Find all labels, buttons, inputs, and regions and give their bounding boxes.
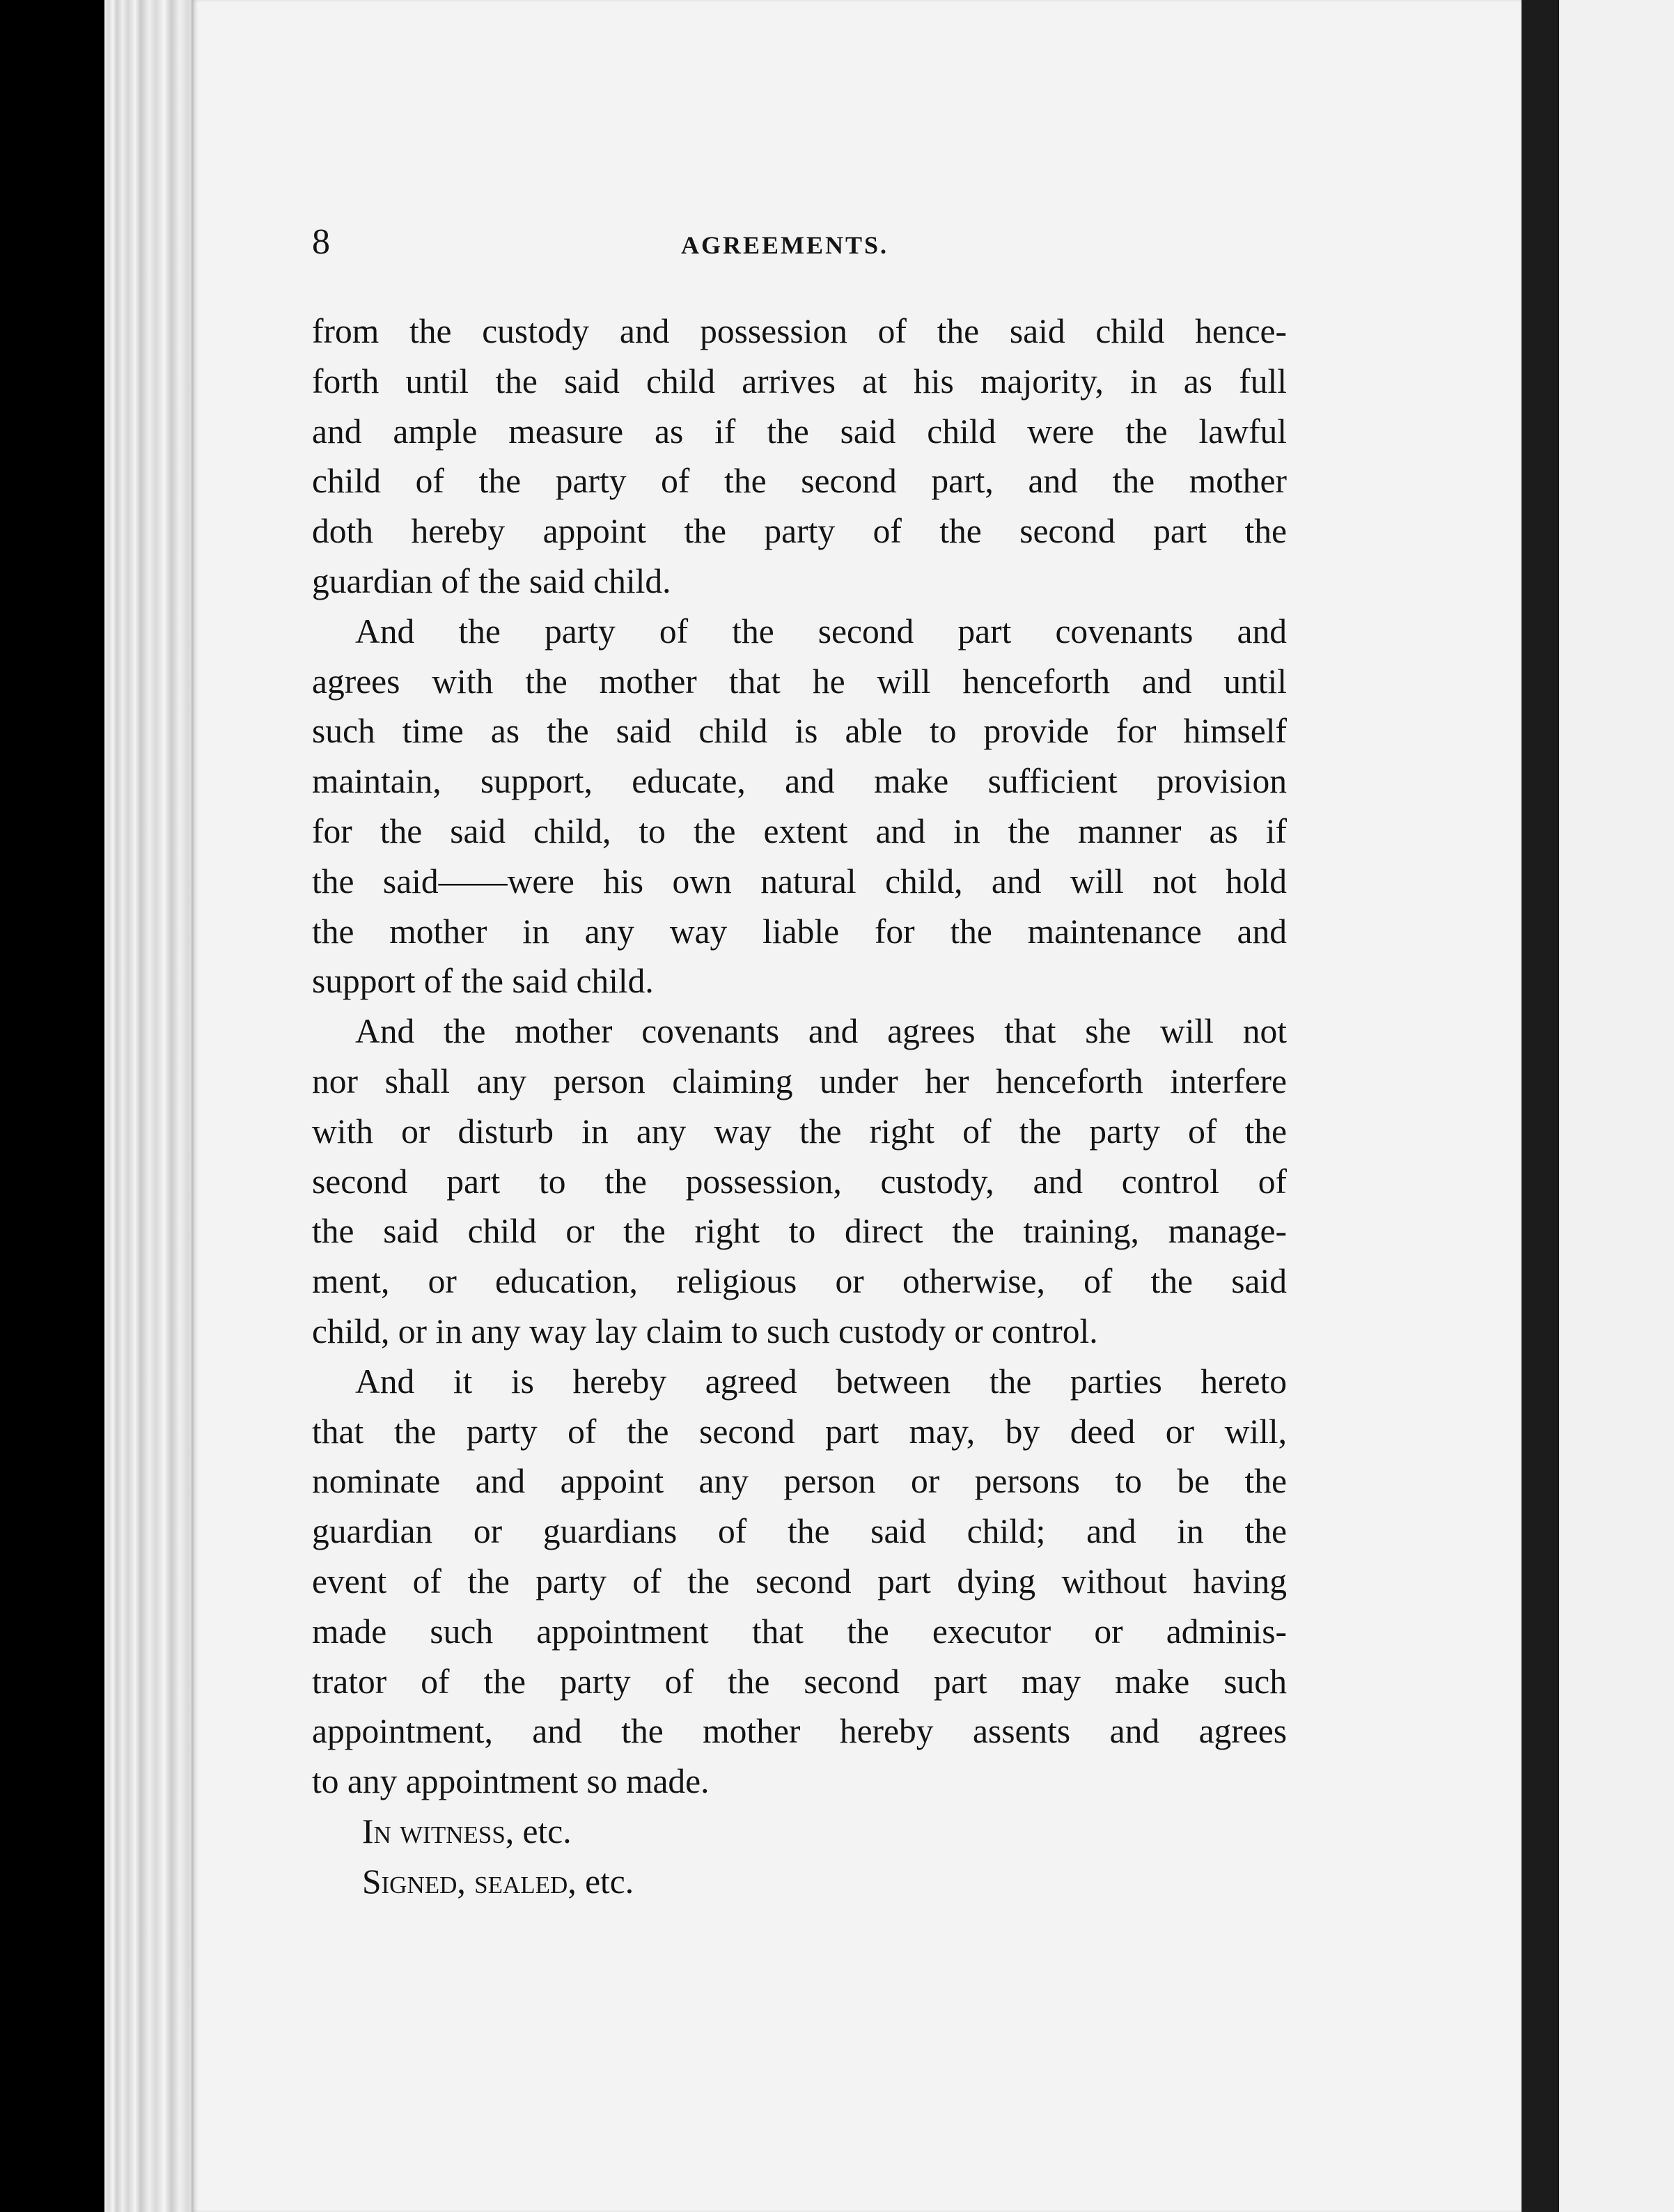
text-line: trator of the party of the second part may make such xyxy=(312,1662,1287,1701)
text-line: for the said child, to the extent and in the manner as if xyxy=(312,811,1287,850)
text-line: and ample measure as if the said child were the lawful xyxy=(312,412,1287,451)
text-line: the said child or the right to direct the training, manage- xyxy=(312,1212,1287,1251)
text-line: the mother in any way liable for the maintenance and xyxy=(312,912,1287,951)
text-line: forth until the said child arrives at his majority, in as full xyxy=(312,361,1287,400)
paragraph xyxy=(312,306,1287,607)
paragraph xyxy=(312,1357,1287,1807)
book-page-edges xyxy=(104,0,202,2212)
text-line: event of the party of the second part dying without having xyxy=(312,1561,1287,1600)
text-line: maintain, support, educate, and make sufficient provision xyxy=(312,762,1287,801)
closing-block xyxy=(312,1807,1287,1907)
signed-caps: Signed, sealed xyxy=(362,1862,568,1901)
page-number: 8 xyxy=(312,222,330,262)
witness-rest: , etc. xyxy=(505,1812,572,1851)
paragraph xyxy=(312,1006,1287,1357)
text-line: nor shall any person claiming under her henceforth interfere xyxy=(312,1061,1287,1100)
text-line: child, or in any way lay claim to such custody or control. xyxy=(312,1311,1098,1350)
text-line: the said——were his own natural child, and will not hold xyxy=(312,862,1287,901)
text-line: to any appointment so made. xyxy=(312,1762,710,1801)
text-line: And the mother covenants and agrees that she will not xyxy=(355,1012,1287,1051)
page-body xyxy=(312,306,1287,1907)
text-line: ment, or education, religious or otherwise, of the said xyxy=(312,1262,1287,1301)
text-line: guardian of the said child. xyxy=(312,561,671,600)
signed-rest: , etc. xyxy=(568,1862,634,1901)
facing-page-edge xyxy=(1559,0,1674,2212)
text-line: And it is hereby agreed between the parties hereto xyxy=(355,1362,1287,1401)
text-line: second part to the possession, custody, and control of xyxy=(312,1162,1287,1201)
text-line: guardian or guardians of the said child; and in the xyxy=(312,1512,1287,1551)
gutter-shadow xyxy=(1522,0,1559,2212)
text-line: that the party of the second part may, by deed or will, xyxy=(312,1412,1287,1451)
text-line: agrees with the mother that he will henceforth and until xyxy=(312,662,1287,701)
text-line: support of the said child. xyxy=(312,962,654,1001)
text-line: nominate and appoint any person or persons to be the xyxy=(312,1462,1287,1501)
text-line: such time as the said child is able to provide for himself xyxy=(312,712,1287,751)
page-header xyxy=(312,221,1287,270)
text-line: child of the party of the second part, and the mother xyxy=(312,462,1287,501)
text-line: with or disturb in any way the right of the party of the xyxy=(312,1112,1287,1151)
witness-clause xyxy=(312,1807,1287,1857)
witness-caps: In witness xyxy=(362,1812,506,1851)
running-title: AGREEMENTS. xyxy=(681,231,889,259)
text-line: from the custody and possession of the said child hence- xyxy=(312,312,1287,350)
text-line: And the party of the second part covenants and xyxy=(355,612,1287,651)
signed-clause xyxy=(312,1857,1287,1907)
text-line: doth hereby appoint the party of the second part the xyxy=(312,512,1287,551)
paragraph xyxy=(312,607,1287,1006)
text-line: appointment, and the mother hereby assents and agrees xyxy=(312,1712,1287,1751)
text-line: made such appointment that the executor or adminis- xyxy=(312,1612,1287,1651)
